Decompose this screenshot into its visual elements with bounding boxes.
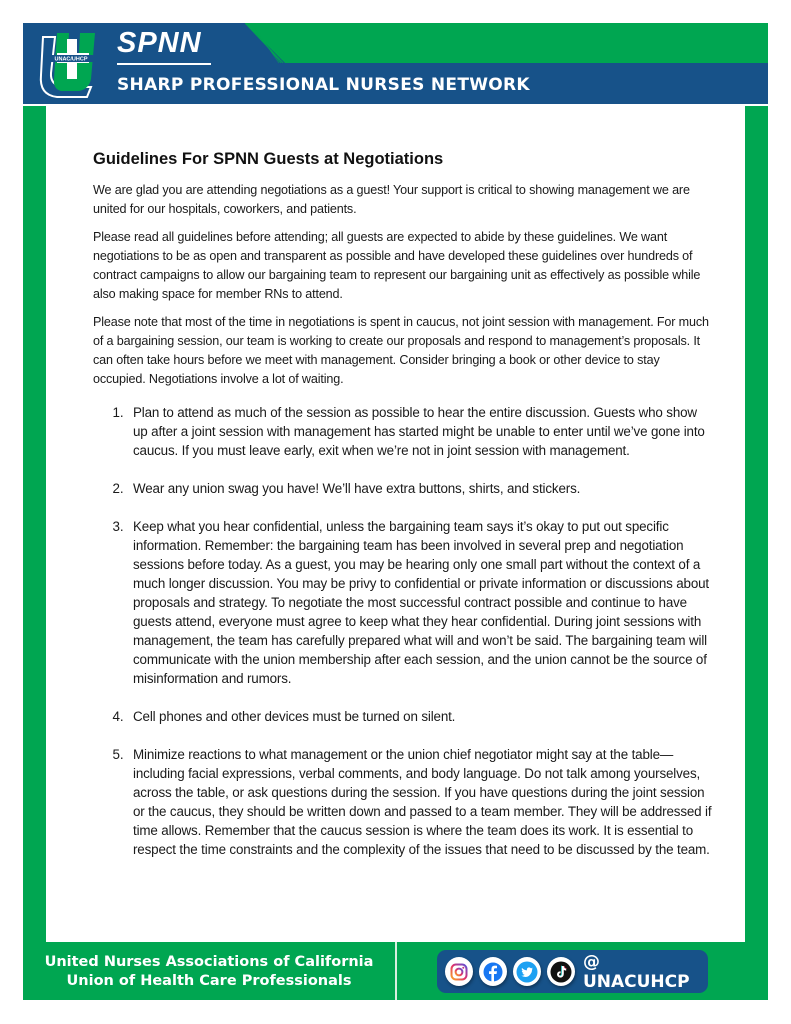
header-stripes-decoration — [245, 23, 295, 63]
guideline-item: 3. Keep what you hear confidential, unless the bargaining team says it’s okay to put out specific information. Remember: the bargaining team has been involved in several prep and negotiation sessions before today. As a guest, you may be hearing only one small part without the context of a much longer discussion. You may be privy to confidential or private information or discussions about proposals and strategy. To negotiate the most successful contract possible and continue to have guests attend, everyone must agree to keep what they hear confidential. During joint sessions with management, the team has carefully prepared what will and won’t be said. The bargaining team will communicate with the union membership after each session, and the union cannot be the source of misinformation and rumors. — [127, 517, 713, 688]
caucus-paragraph: Please note that most of the time in negotiations is spent in caucus, not joint session with management. For much of a bargaining session, our team is working to create our proposals and respond to management’s proposals. It can often take hours before we meet with management. Consider bringing a book or other device to stay occupied. Negotiations involve a lot of waiting. — [93, 315, 709, 386]
brand-subtitle: SHARP PROFESSIONAL NURSES NETWORK — [117, 75, 530, 95]
guidelines-list — [93, 403, 713, 859]
unac-uhcp-logo-icon — [35, 29, 105, 99]
header-green-band — [245, 23, 768, 63]
footer-org-line2: Union of Health Care Professionals — [66, 973, 352, 989]
page-header — [23, 23, 768, 104]
social-handle[interactable]: @ UNACUHCP — [582, 951, 690, 992]
twitter-icon[interactable] — [513, 957, 541, 986]
document-title: Guidelines For SPNN Guests at Negotiations — [93, 150, 444, 168]
brand-underline — [117, 63, 211, 65]
guideline-item: 2. Wear any union swag you have! We’ll have extra buttons, shirts, and stickers. — [127, 479, 713, 498]
guideline-item: 5. Minimize reactions to what management or the union chief negotiator might say at the table—including facial expressions, verbal comments, and body language. Do not talk among yourselves, across the table, or ask questions during the session. If you have questions during the joint session or the caucus, they should be written down and passed to a team member. They will be addressed if time allows. Remember that the caucus session is where the team does its work. It is essential to respect the time constraints and the complexity of the issues that need to be discussed by the team. — [127, 745, 713, 859]
brand-title: SPNN — [117, 27, 202, 59]
footer-divider — [395, 942, 397, 1000]
instagram-icon[interactable] — [445, 957, 473, 986]
facebook-icon[interactable] — [479, 957, 507, 986]
guidelines-paragraph: Please read all guidelines before attending; all guests are expected to abide by these guidelines. We want negotiations to be as open and transparent as possible and have developed these guidelines over hundreds of contract campaigns to allow our bargaining team to represent our bargaining unit as effectively as possible while also making space for member RNs to attend. — [93, 230, 701, 301]
guideline-item: 1. Plan to attend as much of the session as possible to hear the entire discussion. Guests who show up after a joint session with management has started might be unable to enter until we’ve gone into caucus. If you must leave early, exit when we’re not in joint session with management. — [127, 403, 713, 460]
left-green-border — [23, 106, 46, 942]
right-green-border — [745, 106, 768, 942]
page-footer — [23, 942, 768, 1000]
logo-text: UNAC/UHCP — [54, 56, 88, 63]
footer-org-line1: United Nurses Associations of California — [44, 954, 374, 970]
document-body — [93, 150, 713, 878]
intro-paragraph: We are glad you are attending negotiations as a guest! Your support is critical to showing management we are united for our hospitals, coworkers, and patients. — [93, 183, 690, 216]
guideline-item: 4. Cell phones and other devices must be turned on silent. — [127, 707, 713, 726]
tiktok-icon[interactable] — [547, 957, 575, 986]
social-media-bar — [437, 950, 708, 993]
footer-organization — [23, 953, 395, 991]
